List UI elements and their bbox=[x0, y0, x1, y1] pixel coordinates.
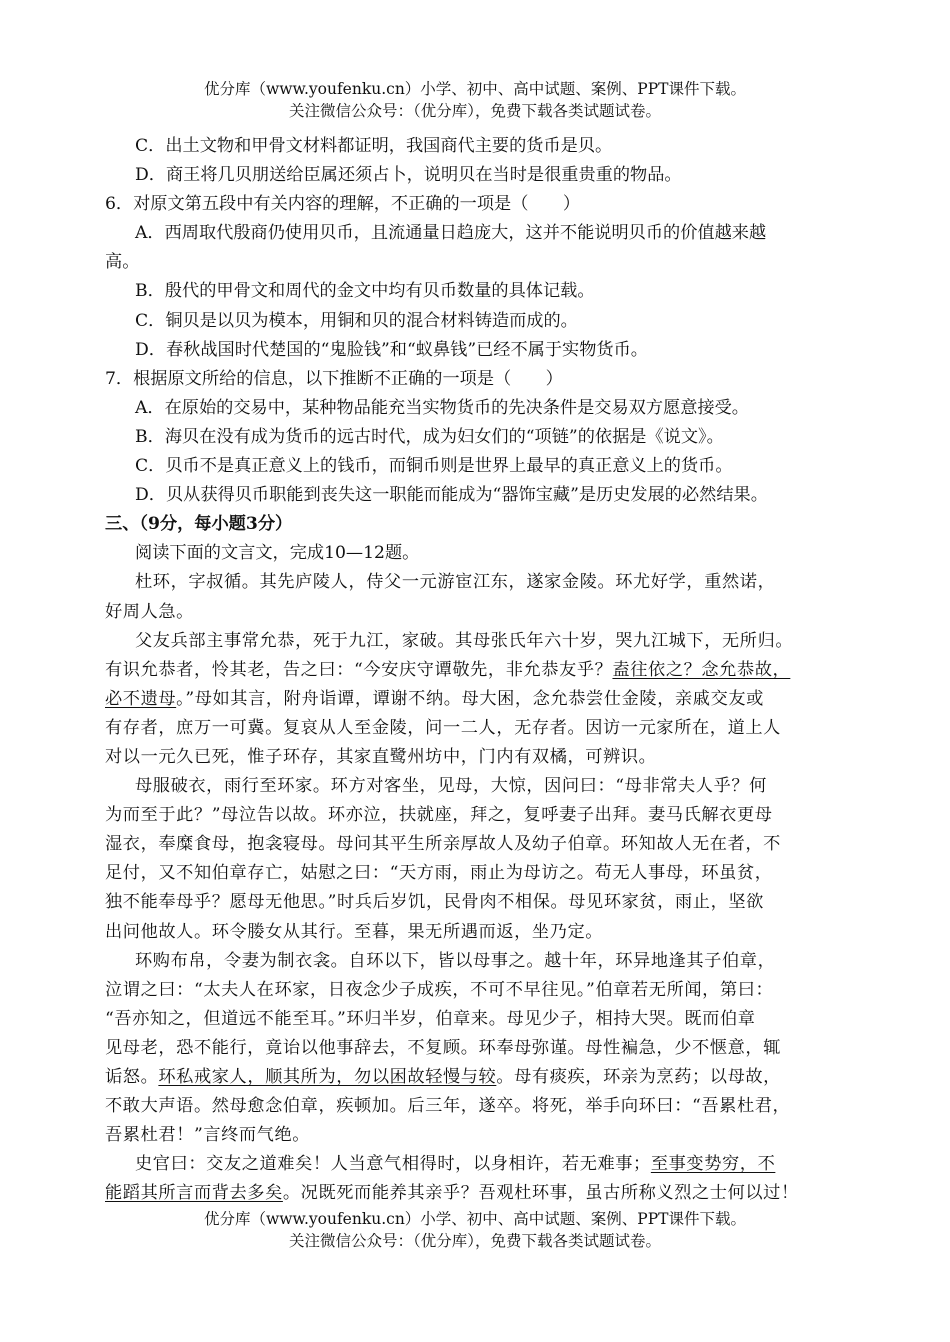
underlined-sentence: 环私戒家人，顺其所为，勿以困故轻慢与较 bbox=[158, 1067, 497, 1087]
underlined-sentence: 盍往依之？念允恭故， bbox=[612, 659, 791, 680]
passage-line: 不敢大声语。然母愈念伯章，疾顿加。后三年，遂卒。将死，举手向环曰：“吾累杜君， bbox=[105, 1096, 791, 1117]
q6-option-a-cont: 高。 bbox=[105, 252, 140, 273]
footer-line-1: 优分库（www.youfenku.cn）小学、初中、高中试题、案例、PPT课件下载。 bbox=[203, 1210, 747, 1228]
q6-option-b: B．殷代的甲骨文和周代的金文中均有贝币数量的具体记载。 bbox=[135, 281, 595, 302]
passage-line: 母服破衣，雨行至环家。环方对客坐，见母，大惊，因问曰：“母非常夫人乎？何 bbox=[135, 776, 767, 797]
passage-text: 。”母如其言，附舟诣谭，谭谢不纳。母大困，念允恭尝仕金陵，亲戚交友或 bbox=[176, 688, 764, 709]
passage-text: 史官曰：交友之道难矣！人当意气相得时，以身相许，若无难事； bbox=[135, 1154, 651, 1175]
underlined-sentence: 必不遗母 bbox=[105, 688, 177, 709]
underlined-sentence: 至事变势穷，不 bbox=[650, 1154, 776, 1175]
q7-stem: 7．根据原文所给的信息，以下推断不正确的一项是（ ） bbox=[105, 368, 563, 389]
passage-line: 独不能奉母乎？愿母无他思。”时兵后岁饥，民骨肉不相保。母见环家贫，雨止，坚欲 bbox=[105, 892, 764, 913]
header-line-1: 优分库（www.youfenku.cn）小学、初中、高中试题、案例、PPT课件下载。 bbox=[203, 80, 747, 98]
passage-line: 好周人急。 bbox=[105, 601, 194, 622]
q7-option-d: D．贝从获得贝币职能到丧失这一职能而能成为“器饰宝藏”是历史发展的必然结果。 bbox=[135, 485, 768, 506]
passage-line bbox=[105, 1150, 857, 1179]
passage-line bbox=[105, 1063, 857, 1092]
q6-stem: 6．对原文第五段中有关内容的理解，不正确的一项是（ ） bbox=[105, 194, 581, 215]
passage-line: 为而至于此？”母泣告以故。环亦泣，扶就座，拜之，复呼妻子出拜。妻马氏解衣更母 bbox=[105, 805, 773, 826]
footer-line-2: 关注微信公众号：（优分库），免费下载各类试题试卷。 bbox=[288, 1232, 661, 1250]
passage-line bbox=[105, 1179, 857, 1208]
passage-text: 。母有痰疾，环亲为烹药；以母故， bbox=[496, 1067, 781, 1087]
q6-option-a: A．西周取代殷商仍使用贝币，且流通量日趋庞大，这并不能说明贝币的价值越来越 bbox=[135, 223, 767, 244]
section-3-title: 三、（9分，每小题3分） bbox=[105, 514, 293, 535]
passage-line: 足付，又不知伯章存亡，姑慰之曰：“天方雨，雨止为母访之。苟无人事母，环虽贫， bbox=[105, 863, 773, 884]
page-footer bbox=[0, 1208, 950, 1252]
passage-line: 杜环，字叔循。其先庐陵人，侍父一元游宦江东，遂家金陵。环尤好学，重然诺， bbox=[135, 572, 776, 593]
page-content bbox=[105, 132, 857, 1208]
q7-option-c: C．贝币不是真正意义上的钱币，而铜币则是世界上最早的真正意义上的货币。 bbox=[135, 456, 733, 477]
passage-line: 泣谓之曰：“太夫人在环家，日夜念少子成疾，不可不早往见。”伯章若无所闻，第曰： bbox=[105, 979, 774, 1000]
passage-text: 诟怒。 bbox=[105, 1067, 159, 1087]
passage-line: 吾累杜君！”言终而气绝。 bbox=[105, 1125, 311, 1146]
q6-option-c: C．铜贝是以贝为模本，用铜和贝的混合材料铸造而成的。 bbox=[135, 310, 578, 331]
q5-option-c: C．出土文物和甲骨文材料都证明，我国商代主要的货币是贝。 bbox=[135, 136, 613, 156]
passage-line: 环购布帛，令妻为制衣衾。自环以下，皆以母事之。越十年，环异地逢其子伯章， bbox=[135, 950, 776, 971]
classical-passage bbox=[105, 568, 857, 1208]
passage-line: 父友兵部主事常允恭，死于九江，家破。其母张氏年六十岁，哭九江城下，无所归。 bbox=[135, 630, 794, 651]
page-header bbox=[0, 78, 950, 122]
passage-line: “吾亦知之，但道远不能至耳。”环归半岁，伯章来。母见少子，相持大哭。既而伯章 bbox=[105, 1008, 756, 1029]
q6-option-d: D．春秋战国时代楚国的“鬼脸钱”和“蚁鼻钱”已经不属于实物货币。 bbox=[135, 339, 648, 360]
passage-line: 见母老，恐不能行，竟诒以他事辞去，不复顾。环奉母弥谨。母性褊急，少不惬意，辄 bbox=[105, 1037, 781, 1058]
passage-text: 有识允恭者，怜其老，告之曰：“今安庆守谭敬先，非允恭友乎？ bbox=[105, 659, 613, 680]
passage-line: 湿衣，奉糜食母，抱衾寝母。母问其平生所亲厚故人及幼子伯章。环知故人无在者，不 bbox=[105, 834, 781, 855]
passage-text: 。况既死而能养其亲乎？吾观杜环事，虽古所称义烈之士何以过！ bbox=[282, 1183, 799, 1204]
q5-option-d: D．商王将几贝朋送给臣属还须占卜，说明贝在当时是很重贵重的物品。 bbox=[135, 165, 682, 186]
passage-line bbox=[105, 656, 857, 685]
q7-option-a: A．在原始的交易中，某种物品能充当实物货币的先决条件是交易双方愿意接受。 bbox=[135, 397, 749, 418]
passage-line: 出问他故人。环令媵女从其行。至暮，果无所遇而返，坐乃定。 bbox=[105, 921, 604, 942]
passage-line: 对以一元久已死，惟子环存，其家直鹭州坊中，门内有双橘，可辨识。 bbox=[105, 746, 657, 767]
passage-line: 有存者，庶万一可冀。复哀从人至金陵，问一二人，无存者。因访一元家所在，道上人 bbox=[105, 717, 781, 738]
passage-line bbox=[105, 685, 857, 714]
header-line-2: 关注微信公众号：（优分库），免费下载各类试题试卷。 bbox=[288, 102, 661, 120]
underlined-sentence: 能蹈其所言而背去多矣 bbox=[105, 1183, 283, 1204]
section-3-intro: 阅读下面的文言文，完成10—12题。 bbox=[135, 543, 420, 564]
q7-option-b: B．海贝在没有成为货币的远古时代，成为妇女们的“项链”的依据是《说文》。 bbox=[135, 426, 724, 447]
